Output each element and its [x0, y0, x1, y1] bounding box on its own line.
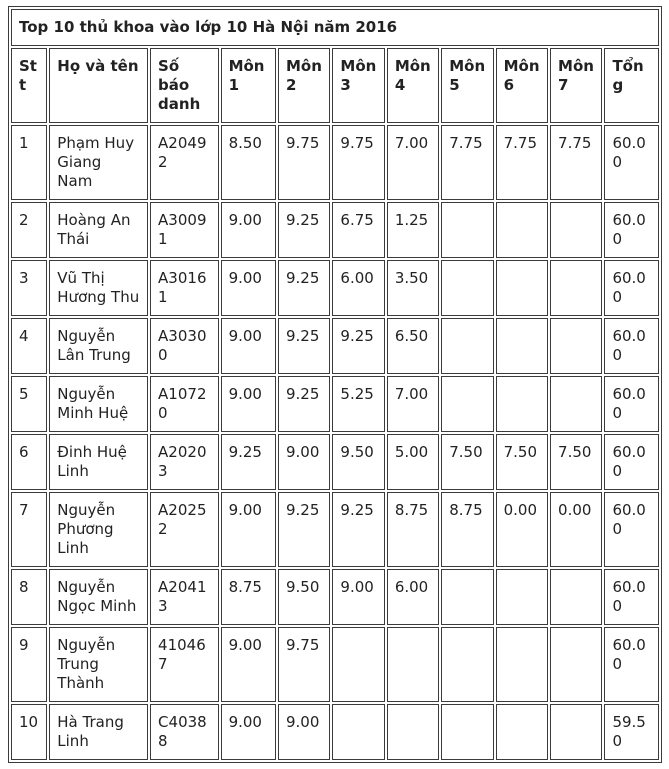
table-cell-7 [441, 376, 493, 432]
table-cell-7: 7.50 [441, 434, 493, 490]
table-cell-4: 9.25 [278, 376, 330, 432]
table-cell-6: 6.50 [387, 318, 439, 374]
table-cell-1: Đinh Huệ Linh [49, 434, 148, 490]
table-cell-9 [550, 260, 602, 316]
table-cell-8 [496, 704, 548, 760]
table-cell-9: 7.50 [550, 434, 602, 490]
column-header-3: Môn 1 [221, 48, 276, 123]
table-cell-5: 9.25 [332, 492, 384, 567]
table-row [11, 125, 659, 200]
table-cell-7 [441, 318, 493, 374]
table-cell-6: 8.75 [387, 492, 439, 567]
table-cell-3: 9.00 [221, 492, 276, 567]
table-cell-5: 6.00 [332, 260, 384, 316]
table-cell-5: 5.25 [332, 376, 384, 432]
table-row [11, 260, 659, 316]
table-cell-1: Nguyễn Phương Linh [49, 492, 148, 567]
table-cell-0: 8 [11, 569, 47, 625]
column-header-9: Môn 7 [550, 48, 602, 123]
table-cell-7: 8.75 [441, 492, 493, 567]
table-cell-2: C40388 [150, 704, 219, 760]
column-header-6: Môn 4 [387, 48, 439, 123]
table-cell-1: Nguyễn Trung Thành [49, 627, 148, 702]
table-cell-1: Nguyễn Lân Trung [49, 318, 148, 374]
table-cell-1: Nguyễn Ngọc Minh [49, 569, 148, 625]
table-cell-4: 9.00 [278, 434, 330, 490]
table-row [11, 202, 659, 258]
table-cell-3: 9.00 [221, 202, 276, 258]
table-cell-9 [550, 704, 602, 760]
table-cell-7: 7.75 [441, 125, 493, 200]
table-cell-2: A30091 [150, 202, 219, 258]
table-cell-8 [496, 202, 548, 258]
top10-score-table [8, 6, 662, 763]
title-row [11, 9, 659, 46]
table-cell-2: A30161 [150, 260, 219, 316]
column-header-8: Môn 6 [496, 48, 548, 123]
table-cell-7 [441, 704, 493, 760]
table-cell-1: Hà Trang Linh [49, 704, 148, 760]
table-cell-9 [550, 318, 602, 374]
table-row [11, 434, 659, 490]
table-cell-1: Hoàng An Thái [49, 202, 148, 258]
table-cell-5 [332, 627, 384, 702]
table-cell-9: 7.75 [550, 125, 602, 200]
table-cell-0: 2 [11, 202, 47, 258]
table-cell-10: 60.00 [604, 627, 659, 702]
table-cell-6: 7.00 [387, 125, 439, 200]
table-cell-2: A30300 [150, 318, 219, 374]
table-row [11, 704, 659, 760]
column-header-10: Tổng [604, 48, 659, 123]
table-cell-10: 60.00 [604, 125, 659, 200]
table-cell-4: 9.25 [278, 492, 330, 567]
table-cell-6 [387, 704, 439, 760]
table-body [11, 125, 659, 760]
column-header-1: Họ và tên [49, 48, 148, 123]
table-cell-8 [496, 318, 548, 374]
table-cell-8: 7.75 [496, 125, 548, 200]
table-cell-6: 6.00 [387, 569, 439, 625]
table-cell-6: 1.25 [387, 202, 439, 258]
table-cell-9 [550, 202, 602, 258]
table-cell-10: 60.00 [604, 376, 659, 432]
table-cell-0: 1 [11, 125, 47, 200]
table-cell-4: 9.75 [278, 125, 330, 200]
table-cell-9 [550, 569, 602, 625]
column-header-2: Số báo danh [150, 48, 219, 123]
table-header-row [11, 48, 659, 123]
table-cell-0: 7 [11, 492, 47, 567]
table-cell-5: 9.50 [332, 434, 384, 490]
table-cell-7 [441, 202, 493, 258]
table-cell-2: A20203 [150, 434, 219, 490]
column-header-4: Môn 2 [278, 48, 330, 123]
table-cell-3: 8.75 [221, 569, 276, 625]
table-cell-1: Vũ Thị Hương Thu [49, 260, 148, 316]
table-cell-5: 9.25 [332, 318, 384, 374]
table-cell-10: 60.00 [604, 202, 659, 258]
table-cell-5: 9.00 [332, 569, 384, 625]
table-cell-3: 9.00 [221, 318, 276, 374]
table-cell-3: 9.25 [221, 434, 276, 490]
table-cell-0: 9 [11, 627, 47, 702]
table-cell-0: 4 [11, 318, 47, 374]
table-cell-8: 0.00 [496, 492, 548, 567]
table-cell-10: 60.00 [604, 260, 659, 316]
table-cell-2: A10720 [150, 376, 219, 432]
table-cell-10: 60.00 [604, 434, 659, 490]
table-cell-3: 9.00 [221, 627, 276, 702]
table-cell-5 [332, 704, 384, 760]
table-cell-0: 10 [11, 704, 47, 760]
table-cell-9 [550, 627, 602, 702]
table-cell-4: 9.25 [278, 318, 330, 374]
table-cell-3: 9.00 [221, 260, 276, 316]
table-cell-4: 9.75 [278, 627, 330, 702]
table-cell-0: 5 [11, 376, 47, 432]
table-cell-7 [441, 569, 493, 625]
table-cell-1: Nguyễn Minh Huệ [49, 376, 148, 432]
table-cell-8: 7.50 [496, 434, 548, 490]
table-cell-8 [496, 569, 548, 625]
table-cell-10: 59.50 [604, 704, 659, 760]
table-cell-0: 3 [11, 260, 47, 316]
table-row [11, 492, 659, 567]
table-cell-10: 60.00 [604, 569, 659, 625]
table-cell-9: 0.00 [550, 492, 602, 567]
table-cell-4: 9.25 [278, 260, 330, 316]
table-cell-3: 9.00 [221, 376, 276, 432]
table-cell-8 [496, 260, 548, 316]
table-row [11, 627, 659, 702]
table-cell-6: 3.50 [387, 260, 439, 316]
table-cell-3: 8.50 [221, 125, 276, 200]
table-cell-7 [441, 260, 493, 316]
table-cell-2: A20413 [150, 569, 219, 625]
table-cell-9 [550, 376, 602, 432]
table-cell-8 [496, 376, 548, 432]
table-cell-2: 410467 [150, 627, 219, 702]
table-cell-0: 6 [11, 434, 47, 490]
table-cell-2: A20492 [150, 125, 219, 200]
table-row [11, 376, 659, 432]
column-header-7: Môn 5 [441, 48, 493, 123]
table-cell-3: 9.00 [221, 704, 276, 760]
table-cell-5: 9.75 [332, 125, 384, 200]
table-cell-10: 60.00 [604, 318, 659, 374]
table-title: Top 10 thủ khoa vào lớp 10 Hà Nội năm 2016 [11, 9, 659, 46]
table-row [11, 569, 659, 625]
table-cell-4: 9.50 [278, 569, 330, 625]
table-cell-2: A20252 [150, 492, 219, 567]
table-row [11, 318, 659, 374]
table-cell-7 [441, 627, 493, 702]
column-header-5: Môn 3 [332, 48, 384, 123]
column-header-0: Stt [11, 48, 47, 123]
table-cell-4: 9.25 [278, 202, 330, 258]
table-cell-10: 60.00 [604, 492, 659, 567]
table-cell-6: 7.00 [387, 376, 439, 432]
table-cell-5: 6.75 [332, 202, 384, 258]
table-cell-8 [496, 627, 548, 702]
table-cell-6 [387, 627, 439, 702]
table-cell-4: 9.00 [278, 704, 330, 760]
table-cell-1: Phạm Huy Giang Nam [49, 125, 148, 200]
table-cell-6: 5.00 [387, 434, 439, 490]
